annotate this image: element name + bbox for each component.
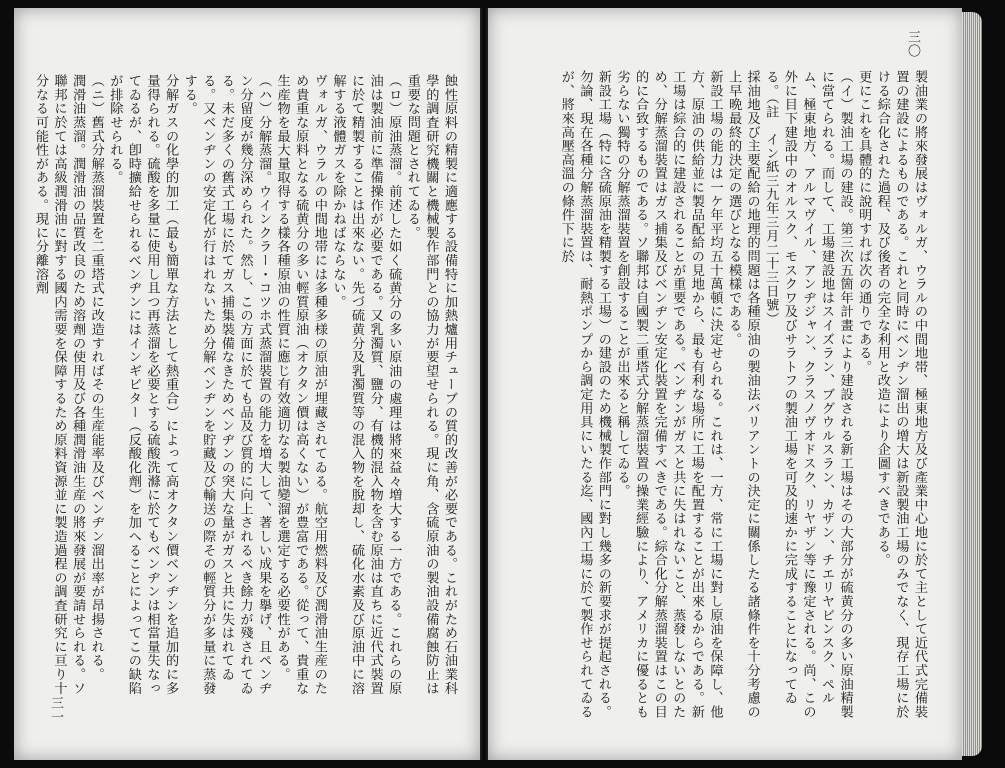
page-stack-edge: [962, 12, 982, 756]
left-page-number: 三一: [48, 696, 63, 724]
right-page-text: 製油業の將來發展はヴォルガ、ウラルの中間地帯、極東地方及び產業中心地に於て主として近代式完備裝置の建設によるものである。これと同時にベンヂン溜出の增大は新設製油工場のみでなく、現存工場に於ける綜合化された過程、及び後者の完全な利用と改造により企圖すべきである。 更にこれを具體的に說明すれば次の通りである。 （イ）製油工場の建設。第三次五箇年計畫により建設される新工場はその大部分が硫黄分の多い原油精製に當てられる。而して、工場建設地はスイズラン、ブグウルスラン、カザン、チエリヤビンスク、ペルム、極東地方、アルマヴイル、アンヂジャン、クラスノヴオドスク、リヤザン等に豫定される。尚、この外に目下建設中のオルスク、モスクワ及びサラトフの製油工場を可及的速かに完成することになってゐる。（註 イン紙三九年三月二十三日號） 採油地及び主要配給の地理的問題は各種原油の製油法バリアントの決定に關係したる諸條件を十分考慮の上早晩最終的決定の選びとなる模樣である。 新設工場の能力は一ケ年平均五十萬頓に決定せられる。これは、一方、常に工場に對し原油を保障し、他方、原油の供給並に製品配給の見地から、最も有利な場所に工場を配置することが出來るからである。新工場は綜合的に建設されることが重要である。ベンヂンがガスと共に失はれないこと、蒸發しないとのため、分解蒸溜裝置はガス捕集及びベンヂン安定化裝置を完備すべきである。綜合化分解蒸溜裝置はこの目的に合致するものである。ソ聯邦は自國製二重塔式分解蒸溜裝置の操業經驗により、アメリカに優るとも劣らない獨特の分解蒸溜裝置を創設することが出來ると稱してゐる。 新設工場（特に含硫原油を精製する工場）の建設のため機械製作部門に對し幾多の新要求が提起される。勿論、現在各種分解蒸溜裝置は、耐熱ポンプから調定用具にいたる迄、國內工場に於て製作せられてゐるが、將來高壓高溫の條件下に於: [558, 70, 927, 719]
book-spread: [14, 8, 978, 760]
book-gutter: [480, 8, 488, 760]
right-page: [488, 8, 962, 760]
right-page-number: 三〇: [905, 30, 920, 58]
left-page: [14, 8, 480, 760]
left-page-text: 蝕性原料の精製に適應する設備特に加熱爐用チューブの質的改善が必要である。これがため石油業科學的調査研究機關と機械製作部門との協力が要望せられる。現に角、含硫原油の製油設備腐蝕防止は重要な問題とされてゐる。 （ロ）原油蒸溜。前述した如く硫黄分の多い原油の處理は將來益々増大する一方である。これらの原油は製油前に準備操作が必要である。又乳濁質、鹽分、有機的混入物を含む原油は直ちに近代式裝置に於て精製することは出來ない。先づ硫黄分及乳濁質等の混入物を脫却し、硫化水素及び原油中に溶解する液體ガスを除かねばならない。 ヴォルガ、ウラルの中間地帯には多種多様の原油が埋藏されてゐる。航空用燃料及び潤滑油生産のため貴重な原料となる硫黄分の多い輕質原油（オクタン價は高くない）が豊富である。從って、貴重な生産物を最大量取得する樣各種原油の性質に應じ有效適切なる製油變溜を選定する必要性がある。 （ハ）分解蒸溜。ウインクラー・コツホ式蒸溜裝置の能力を増大して、著しい成果を擧げ、且ペンヂン分留度が幾分深められた。然し、この方面に於ても品及び質的に向上されるべき餘力が殘されてゐる。未だ多くの舊式工場に於てガス捕集裝備なきためベンヂンの突大な量がガスと共に失はれてゐる。又ベンヂンの安定化が行はれないため分解ベンヂンを貯藏及び輸送の際その輕質分が多量に蒸發する。 分解ガスの化學的加工（最も簡單な方法として熱重合）によって高オクタン價ベンヂンを追加的に多量得られる。硫酸を多量に使用し且つ再蒸溜を必要とする硫酸洗滌に於てもベンヂンは相當量失なってゐるが、卽時擴給せられるべンヂンにはインギビター（反酸化劑）を加へることによってこの缺陷が排除せられる。 （ニ）舊式分解蒸溜裝置を二重塔式に改造すればその生産能率及びベンヂン溜出率が昂揚される。 潤滑油蒸溜。潤滑油の品質改良のため溶劑の使用及び各種潤滑油生産の將來發展が要請せられる。ソ聯邦に於ては高級潤滑油に對する國内需要を保障するため原料資源並に製造過程の調査研究に亘り十分なる可能性がある。現に分離溶劑: [32, 74, 457, 695]
